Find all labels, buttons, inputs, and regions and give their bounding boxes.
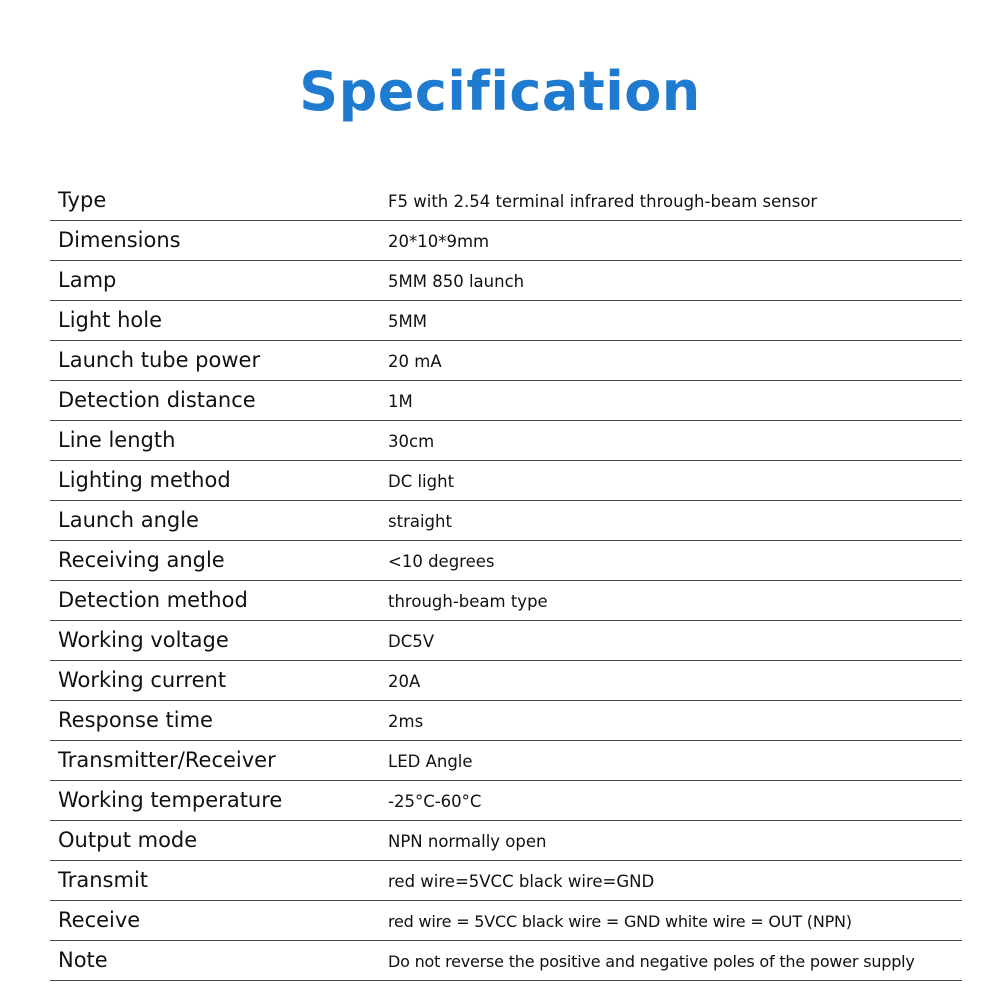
spec-label: Detection method <box>58 588 248 612</box>
spec-value: DC light <box>388 472 455 491</box>
spec-value: red wire = 5VCC black wire = GND white wire = OUT (NPN) <box>388 912 852 931</box>
spec-value: -25°C-60°C <box>388 792 482 811</box>
spec-label: Working voltage <box>58 628 229 652</box>
spec-value: 2ms <box>388 712 424 731</box>
spec-label: Transmit <box>58 868 149 892</box>
spec-row-working-current <box>50 661 962 701</box>
spec-value: NPN normally open <box>388 832 547 851</box>
spec-label: Receive <box>58 908 141 932</box>
spec-label: Lamp <box>58 268 117 292</box>
spec-label: Working current <box>58 668 227 692</box>
spec-value: 20 mA <box>388 352 442 371</box>
spec-label: Light hole <box>58 308 162 332</box>
spec-label: Type <box>58 188 107 212</box>
spec-row-detection-distance <box>50 381 962 421</box>
spec-row-detection-method <box>50 581 962 621</box>
spec-label: Detection distance <box>58 388 256 412</box>
spec-value: straight <box>388 512 452 531</box>
spec-label: Lighting method <box>58 468 231 492</box>
spec-row-light-hole <box>50 301 962 341</box>
spec-label: Launch angle <box>58 508 199 532</box>
spec-row-type <box>50 181 962 221</box>
spec-row-dimensions <box>50 221 962 261</box>
spec-row-transmitter-receiver <box>50 741 962 781</box>
spec-row-receiving-angle <box>50 541 962 581</box>
spec-row-working-voltage <box>50 621 962 661</box>
spec-table <box>50 181 962 981</box>
spec-row-transmit <box>50 861 962 901</box>
spec-label: Response time <box>58 708 213 732</box>
spec-row-response-time <box>50 701 962 741</box>
spec-row-line-length <box>50 421 962 461</box>
spec-label: Dimensions <box>58 228 181 252</box>
spec-row-working-temperature <box>50 781 962 821</box>
spec-value: 5MM 850 launch <box>388 272 525 291</box>
spec-value: LED Angle <box>388 752 473 771</box>
spec-value: through-beam type <box>388 592 548 611</box>
spec-label: Line length <box>58 428 176 452</box>
spec-value: 20*10*9mm <box>388 232 490 251</box>
spec-row-note <box>50 941 962 981</box>
spec-value: DC5V <box>388 632 435 651</box>
spec-value: 20A <box>388 672 421 691</box>
spec-row-lighting-method <box>50 461 962 501</box>
page-title: Specification <box>299 60 701 123</box>
spec-label: Note <box>58 948 108 972</box>
spec-row-output-mode <box>50 821 962 861</box>
spec-value: red wire=5VCC black wire=GND <box>388 872 655 891</box>
spec-row-lamp <box>50 261 962 301</box>
spec-label: Working temperature <box>58 788 283 812</box>
spec-row-receive <box>50 901 962 941</box>
spec-row-launch-angle <box>50 501 962 541</box>
spec-label: Output mode <box>58 828 198 852</box>
spec-row-launch-tube-power <box>50 341 962 381</box>
spec-label: Launch tube power <box>58 348 261 372</box>
spec-value: 1M <box>388 392 413 411</box>
spec-value: Do not reverse the positive and negative poles of the power supply <box>388 952 915 971</box>
spec-value: F5 with 2.54 terminal infrared through-beam sensor <box>388 192 818 211</box>
spec-label: Transmitter/Receiver <box>58 748 276 772</box>
spec-value: 5MM <box>388 312 427 331</box>
spec-label: Receiving angle <box>58 548 225 572</box>
spec-value: <10 degrees <box>388 552 495 571</box>
spec-value: 30cm <box>388 432 435 451</box>
